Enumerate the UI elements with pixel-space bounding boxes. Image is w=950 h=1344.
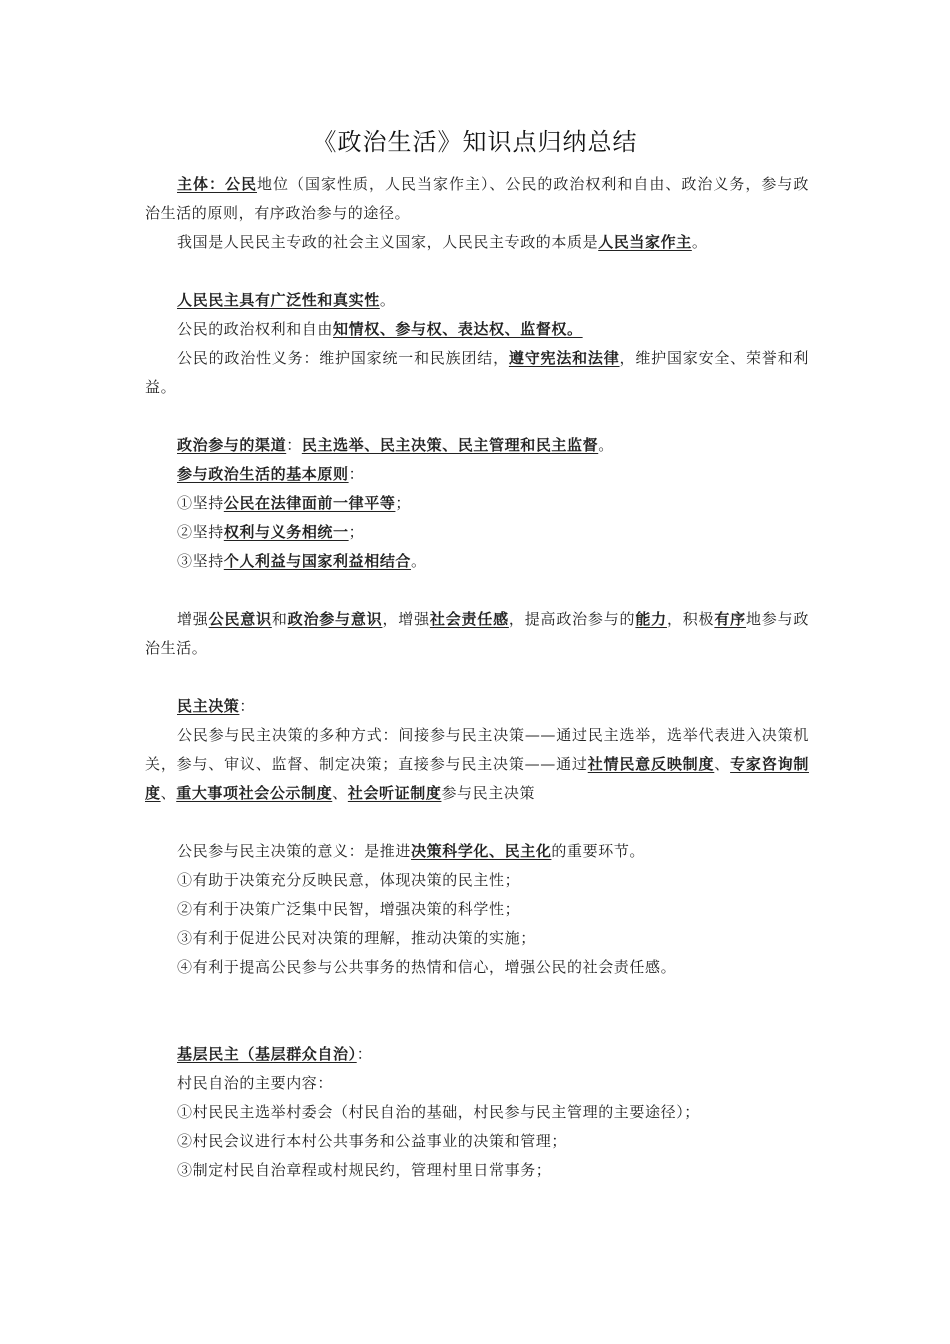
list-item: ②村民会议进行本村公共事务和公益事业的决策和管理； — [177, 1132, 568, 1150]
paragraph-principles-heading — [145, 460, 809, 489]
text-run: 、 — [160, 784, 177, 802]
paragraph-democracy-features — [145, 286, 809, 315]
keyword: 个人利益与国家利益相结合 — [223, 552, 412, 570]
text-run: ，维护国家安全、荣誉和利益。 — [145, 349, 810, 396]
text-run: ： — [286, 436, 302, 454]
text-run: 。 — [598, 436, 614, 454]
paragraph-decision-methods — [145, 721, 809, 808]
list-item: ③有利于促进公民对决策的理解，推动决策的实施； — [177, 929, 536, 947]
list-item: ①有助于决策充分反映民意，体现决策的民主性； — [177, 871, 521, 889]
text-run: 公民的政治权利和自由 — [177, 320, 334, 338]
document-title: 《政治生活》知识点归纳总结 — [312, 128, 638, 156]
list-item: ④有利于提高公民参与公共事务的热情和信心，增强公民的社会责任感。 — [177, 958, 677, 976]
text-run: 增强 — [177, 610, 209, 628]
keyword: 人民民主具有广泛性和真实性 — [177, 291, 380, 309]
paragraph-village-autonomy: 村民自治的主要内容： — [177, 1074, 334, 1092]
keyword: 决策科学化、民主化 — [411, 842, 552, 860]
spacer — [145, 808, 809, 837]
list-item: ②有利于决策广泛集中民智，增强决策的科学性； — [177, 900, 521, 918]
text-run: 、 — [714, 755, 731, 773]
text-run: ①坚持 — [177, 494, 224, 512]
spacer — [145, 257, 809, 286]
text-run: 的重要环节。 — [551, 842, 646, 860]
keyword: 公民在法律面前一律平等 — [223, 494, 396, 512]
document-body — [145, 170, 809, 1185]
keyword: 遵守宪法和法律 — [508, 349, 620, 367]
keyword: 知情权、参与权、表达权、监督权。 — [333, 320, 583, 338]
paragraph-participation-channels — [145, 431, 809, 460]
text-run: 参与民主决策 — [441, 784, 536, 802]
keyword: 社情民意反映制度 — [587, 755, 715, 773]
spacer — [145, 576, 809, 605]
spacer — [145, 663, 809, 692]
text-run: ： — [348, 465, 365, 483]
text-run: ，提高政治参与的 — [508, 610, 636, 628]
keyword: 专家咨询制度 — [145, 755, 809, 802]
paragraph-political-rights — [145, 315, 809, 344]
list-item — [145, 489, 809, 518]
paragraph-decision-heading — [145, 692, 809, 721]
paragraph-strengthen-awareness — [145, 605, 809, 663]
text-run: 和 — [271, 610, 288, 628]
keyword: 民主决策 — [177, 697, 240, 715]
text-run: ： — [239, 697, 256, 715]
list-item: ①村民民主选举村委会（村民自治的基础，村民参与民主管理的主要途径）； — [177, 1103, 700, 1121]
text-run: 公民参与民主决策的多种方式：间接参与民主决策——通过民主选举，选举代表进入决策机关，参与、审议、监督、制定决策；直接参与民主决策——通过 — [145, 726, 809, 773]
keyword: 社会责任感 — [429, 610, 509, 628]
keyword: 权利与义务相统一 — [223, 523, 349, 541]
spacer — [145, 982, 809, 1040]
keyword: 有序 — [714, 610, 746, 628]
keyword: 社会听证制度 — [347, 784, 442, 802]
keyword: 政治参与意识 — [287, 610, 383, 628]
text-run: ： — [356, 1045, 373, 1063]
text-run: 、 — [332, 784, 348, 802]
text-run: 。 — [411, 552, 427, 570]
paragraph-decision-significance — [145, 837, 809, 866]
keyword: 参与政治生活的基本原则 — [177, 465, 349, 483]
keyword: 基层民主（基层群众自治） — [177, 1045, 357, 1063]
text-run: ，积极 — [666, 610, 715, 628]
text-run: 公民参与民主决策的意义：是推进 — [177, 842, 412, 860]
paragraph-grassroots-heading — [145, 1040, 809, 1069]
text-run: ； — [395, 494, 412, 512]
text-run: 公民的政治性义务：维护国家统一和民族团结， — [177, 349, 509, 367]
text-run: ②坚持 — [177, 523, 224, 541]
text-run: 。 — [379, 291, 396, 309]
keyword: 公民意识 — [208, 610, 272, 628]
keyword: 政治参与的渠道 — [177, 436, 287, 454]
text-run: 地参与政治生活。 — [145, 610, 809, 657]
keyword: 能力 — [635, 610, 667, 628]
paragraph-state-nature — [145, 228, 809, 257]
text-run: ，增强 — [382, 610, 430, 628]
keyword: 人民当家作主 — [598, 233, 692, 251]
list-item — [145, 518, 809, 547]
text-run: ③坚持 — [177, 552, 224, 570]
text-run: 。 — [691, 233, 708, 251]
spacer — [145, 402, 809, 431]
paragraph-political-duties — [145, 344, 809, 402]
keyword: 主体：公民 — [177, 175, 257, 193]
keyword: 民主选举、民主决策、民主管理和民主监督 — [301, 436, 599, 454]
text-run: 地位（国家性质，人民当家作主）、公民的政治权利和自由、政治义务，参与政治生活的原则，有序政治参与的途径。 — [145, 175, 809, 222]
keyword: 重大事项社会公示制度 — [176, 784, 333, 802]
text-run: ； — [348, 523, 365, 541]
list-item: ③制定村民自治章程或村规民约，管理村里日常事务； — [177, 1161, 552, 1179]
text-run: 我国是人民民主专政的社会主义国家，人民民主专政的本质是 — [177, 233, 599, 251]
paragraph-subject — [145, 170, 809, 228]
list-item — [145, 547, 809, 576]
